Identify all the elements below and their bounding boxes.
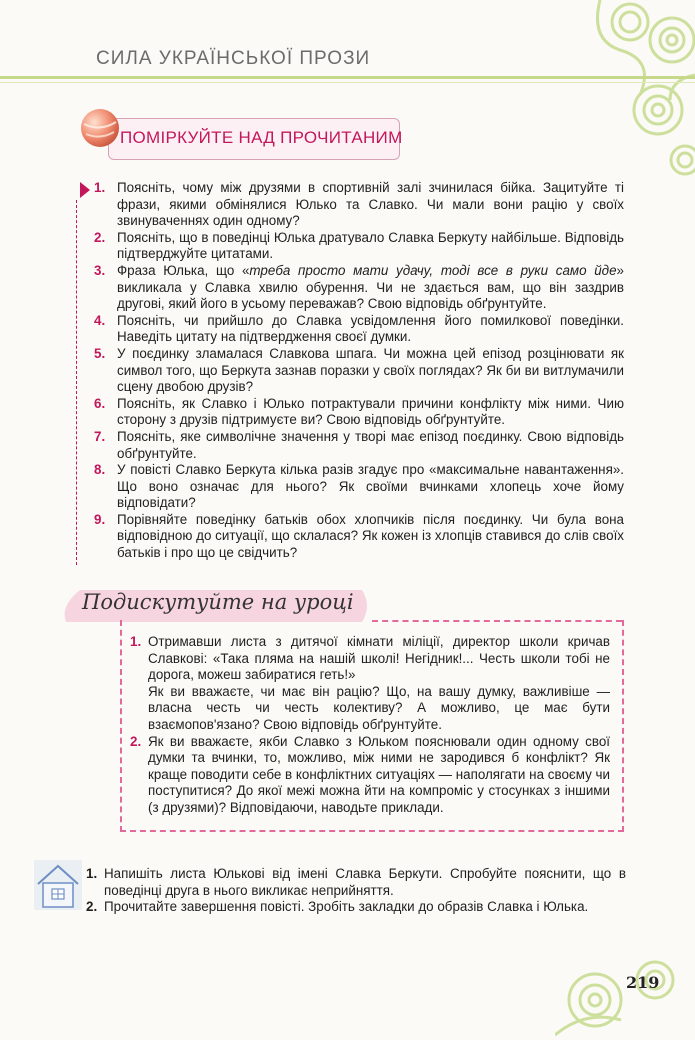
list-item: 9. Порівняйте поведінку батьків обох хлопчиків після поєдинку. Чи була вона відповідною до ситуації, що склалася? Як кожен із хлопців ставився до слів своїх батьків і про що це свідчить? xyxy=(94,511,624,561)
header-rule-thin xyxy=(0,82,695,83)
questions-list xyxy=(94,180,624,562)
ball-icon xyxy=(78,106,122,150)
list-item: 6. Поясніть, як Славко і Юлько потрактували причини конфлікту між ними. Чию сторону з друзів підтримуєте ви? Свою відповідь обґрунтуйте. xyxy=(94,395,624,428)
list-item: 2. Прочитайте завершення повісті. Зробіть закладки до образів Славка і Юлька. xyxy=(86,899,589,915)
page-number: 219 xyxy=(626,973,660,992)
section-title: ПОМІРКУЙТЕ НАД ПРОЧИТАНИМ xyxy=(120,128,403,147)
header-title: СИЛА УКРАЇНСЬКОЇ ПРОЗИ xyxy=(96,48,371,69)
list-item: 8. У повісті Славко Беркута кілька разів згадує про «максимальне навантаження». Що воно означає для нього? Як своїми вчинками хлопець хоче йому відповідати? xyxy=(94,462,624,511)
list-item: 1. Поясніть, чому між друзями в спортивній залі зчинилася бійка. Зацитуйте ті фрази, якими обмінялися Юлько та Славко. Чи мали вони рацію у своїх звинуваченнях один одному? xyxy=(94,180,624,229)
list-item: 4. Поясніть, чи прийшло до Славка усвідомлення його помилкової поведінки. Наведіть цитату на підтвердження своєї думки. xyxy=(94,312,624,345)
header-rule xyxy=(0,76,695,79)
house-icon xyxy=(32,858,84,912)
list-item: 1. Отримавши листа з дитячої кімнати міліції, директор школи кричав Славкові: «Така пляма на нашій школі! Негідник!... Честь школи тобі не дорога, можеш забиратися геть!» Як ви вважаєте, чи має він рацію? Що, на вашу думку, важливіше — власна честь чи честь колективу? А можливо, це має бути взаємопов'язано? Свою відповідь обґрунтуйте. xyxy=(130,634,610,732)
homework-list xyxy=(86,866,626,916)
list-item: 2. Як ви вважаєте, якби Славко з Юльком пояснювали один одному свої думки та вчинки, то, можливо, між ними не зародився б конфлікт? Як краще поводити себе в конфліктних ситуаціях — наполягати на своєму чи поступитися? До якої межі можна йти на компроміс у стосунках з іншими (з друзями)? Відповідаючи, наводьте приклади. xyxy=(130,733,610,815)
swirl-decoration-bottom xyxy=(555,950,695,1040)
discussion-list xyxy=(130,634,610,817)
list-item: 7. Поясніть, яке символічне значення у творі має епізод поєдинку. Свою відповідь обґрунтуйте. xyxy=(94,428,624,461)
list-item: 2. Поясніть, що в поведінці Юлька дратувало Славка Беркуту найбільше. Відповідь підтверджуйте цитатами. xyxy=(94,229,624,262)
list-item: 5. У поєдинку зламалася Славкова шпага. Чи можна цей епізод розцінювати як символ того, що Беркута зазнав поразки у своїх поглядах? Як би ви витлумачили сцену двобою друзів? xyxy=(94,345,624,395)
discussion-box-top-border xyxy=(372,620,622,622)
swirl-decoration-top xyxy=(560,0,695,180)
list-item: 3. Фраза Юлька, що «треба просто мати удачу, тоді все в руки само йде» викликала у Славка хвилю обурення. Чи не здається вам, що він заздрив другові, який його в усьому переважав? Свою відповідь обґрунтуйте. xyxy=(94,262,624,312)
discussion-title: Подискутуйте на уроці xyxy=(82,590,354,614)
list-item: 1. Напишіть листа Юлькові від імені Славка Беркути. Спробуйте пояснити, що в поведінці друга в нього викликає неприйняття. xyxy=(86,866,626,898)
list-dotted-line xyxy=(76,200,77,565)
list-marker-icon xyxy=(80,182,90,198)
